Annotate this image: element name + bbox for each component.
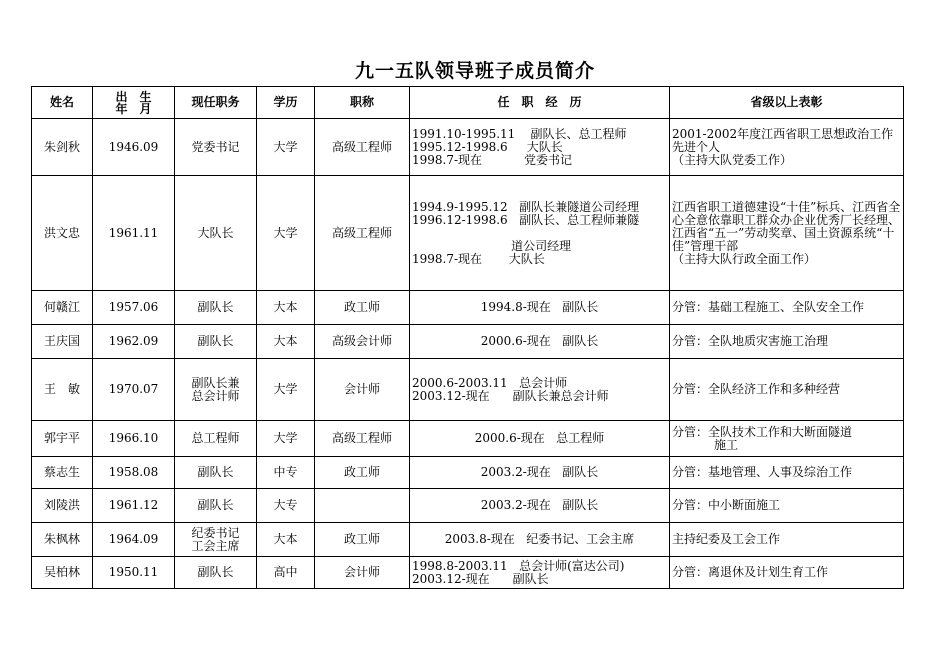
- table-row: [32, 457, 904, 489]
- table-row: [32, 325, 904, 359]
- cell-education: 大本: [257, 325, 315, 359]
- cell-rank: 会计师: [315, 557, 410, 589]
- header-awards: 省级以上表彰: [670, 87, 904, 119]
- cell-experience: 2003.2-现在 副队长: [410, 489, 670, 523]
- cell-education: 大学: [257, 359, 315, 421]
- table-row: [32, 523, 904, 557]
- header-name: 姓名: [32, 87, 93, 119]
- cell-birth: 1962.09: [93, 325, 175, 359]
- cell-awards: 分管：基地管理、人事及综治工作: [670, 457, 904, 489]
- table-row: [32, 359, 904, 421]
- cell-experience: 2000.6-现在 总工程师: [410, 421, 670, 457]
- cell-name: 郭宇平: [32, 421, 93, 457]
- cell-position: 副队长: [175, 291, 257, 325]
- cell-awards: 分管：全队地质灾害施工治理: [670, 325, 904, 359]
- cell-awards: 江西省职工道德建设“十佳”标兵、江西省全心全意依靠职工群众办企业优秀厂长经理、江西省“五一”劳动奖章、国土资源系统“十佳”管理干部 （主持大队行政全面工作）: [670, 176, 904, 291]
- cell-name: 洪文忠: [32, 176, 93, 291]
- table-row: [32, 557, 904, 589]
- cell-experience: 2003.8-现在 纪委书记、工会主席: [410, 523, 670, 557]
- cell-name: 刘陵洪: [32, 489, 93, 523]
- cell-experience: 1998.8-2003.11 总会计师(富达公司) 2003.12-现在 副队长: [410, 557, 670, 589]
- cell-birth: 1961.11: [93, 176, 175, 291]
- cell-birth: 1970.07: [93, 359, 175, 421]
- cell-education: 大本: [257, 291, 315, 325]
- cell-rank: 高级工程师: [315, 421, 410, 457]
- cell-education: 大学: [257, 421, 315, 457]
- cell-name: 吴柏林: [32, 557, 93, 589]
- cell-name: 蔡志生: [32, 457, 93, 489]
- cell-rank: 高级工程师: [315, 119, 410, 176]
- cell-position: 副队长: [175, 489, 257, 523]
- cell-rank: 政工师: [315, 457, 410, 489]
- cell-awards: 分管：全队经济工作和多种经营: [670, 359, 904, 421]
- cell-position: 副队长: [175, 457, 257, 489]
- header-rank: 职称: [315, 87, 410, 119]
- cell-experience: 2000.6-现在 副队长: [410, 325, 670, 359]
- cell-birth: 1966.10: [93, 421, 175, 457]
- table-row: [32, 119, 904, 176]
- header-education: 学历: [257, 87, 315, 119]
- cell-rank: [315, 489, 410, 523]
- cell-experience: 1994.8-现在 副队长: [410, 291, 670, 325]
- cell-position: 大队长: [175, 176, 257, 291]
- cell-experience: 1994.9-1995.12 副队长兼隧道公司经理 1996.12-1998.6 副队长、总工程师兼隧 道公司经理 1998.7-现在 大队长: [410, 176, 670, 291]
- cell-education: 大学: [257, 176, 315, 291]
- cell-position: 纪委书记 工会主席: [175, 523, 257, 557]
- cell-birth: 1946.09: [93, 119, 175, 176]
- table-row: [32, 421, 904, 457]
- cell-birth: 1958.08: [93, 457, 175, 489]
- table-row: [32, 291, 904, 325]
- cell-position: 副队长: [175, 557, 257, 589]
- cell-rank: 会计师: [315, 359, 410, 421]
- cell-birth: 1964.09: [93, 523, 175, 557]
- cell-awards: 分管：基础工程施工、全队安全工作: [670, 291, 904, 325]
- cell-education: 高中: [257, 557, 315, 589]
- cell-name: 朱枫林: [32, 523, 93, 557]
- cell-experience: 2003.2-现在 副队长: [410, 457, 670, 489]
- cell-awards: 分管：离退休及计划生育工作: [670, 557, 904, 589]
- table-row: [32, 176, 904, 291]
- cell-position: 副队长: [175, 325, 257, 359]
- cell-name: 何赣江: [32, 291, 93, 325]
- cell-birth: 1950.11: [93, 557, 175, 589]
- header-birth-line1: 出 生: [115, 89, 152, 104]
- cell-rank: 政工师: [315, 523, 410, 557]
- cell-education: 大专: [257, 489, 315, 523]
- cell-experience: 2000.6-2003.11 总会计师 2003.12-现在 副队长兼总会计师: [410, 359, 670, 421]
- header-experience: 任 职 经 历: [410, 87, 670, 119]
- cell-awards: 分管：中小断面施工: [670, 489, 904, 523]
- table-row: [32, 489, 904, 523]
- cell-rank: 高级工程师: [315, 176, 410, 291]
- cell-education: 大本: [257, 523, 315, 557]
- cell-rank: 高级会计师: [315, 325, 410, 359]
- cell-position: 党委书记: [175, 119, 257, 176]
- header-position: 现任职务: [175, 87, 257, 119]
- cell-rank: 政工师: [315, 291, 410, 325]
- header-birth-line2: 年 月: [115, 101, 152, 116]
- cell-position: 总工程师: [175, 421, 257, 457]
- cell-awards: 主持纪委及工会工作: [670, 523, 904, 557]
- cell-birth: 1957.06: [93, 291, 175, 325]
- cell-name: 王庆国: [32, 325, 93, 359]
- header-birth: [93, 87, 175, 119]
- cell-education: 大学: [257, 119, 315, 176]
- cell-birth: 1961.12: [93, 489, 175, 523]
- cell-name: 朱剑秋: [32, 119, 93, 176]
- cell-position: 副队长兼 总会计师: [175, 359, 257, 421]
- cell-education: 中专: [257, 457, 315, 489]
- leadership-table: [31, 86, 904, 589]
- cell-name: 王 敏: [32, 359, 93, 421]
- cell-awards: 2001-2002年度江西省职工思想政治工作先进个人 （主持大队党委工作）: [670, 119, 904, 176]
- cell-experience: 1991.10-1995.11 副队长、总工程师 1995.12-1998.6 大队长 1998.7-现在 党委书记: [410, 119, 670, 176]
- page-title: 九一五队领导班子成员简介: [354, 60, 595, 82]
- header-row: [32, 87, 904, 119]
- cell-awards: 分管：全队技术工作和大断面隧道 施工: [670, 421, 904, 457]
